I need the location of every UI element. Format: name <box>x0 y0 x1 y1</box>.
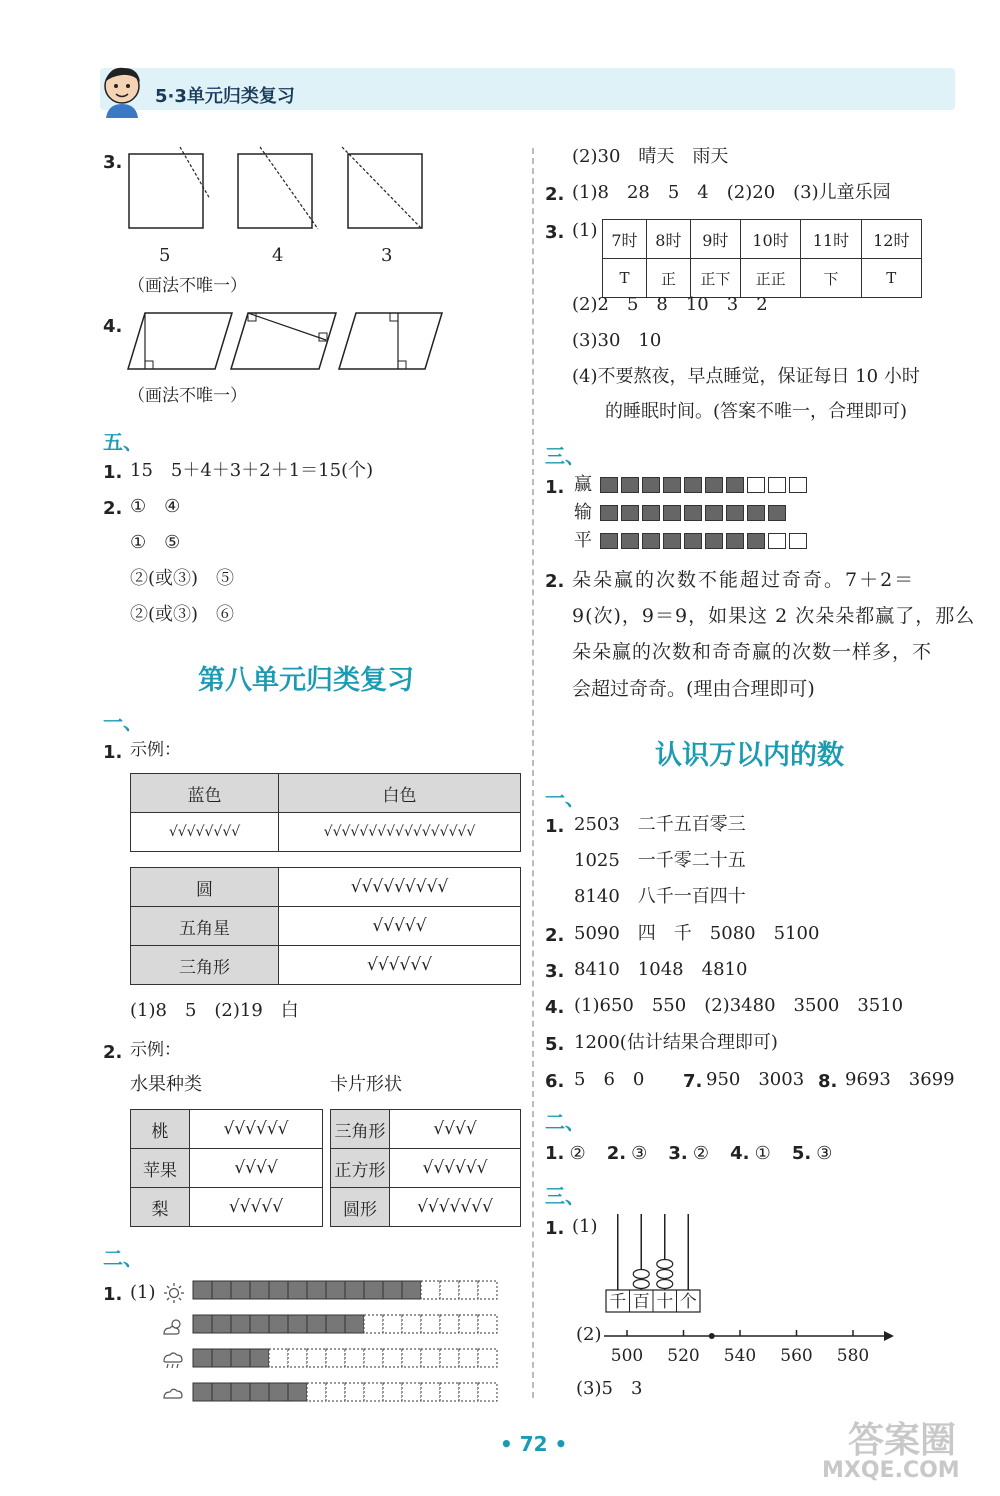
bar-cell-filled <box>212 1315 231 1333</box>
r-s3-q2-line1: 朵朵赢的次数不能超过奇奇。7＋2＝ <box>572 569 916 591</box>
q3-label-1: 5 <box>159 245 171 266</box>
abacus-bead <box>633 1270 649 1279</box>
grid-row-label: 输 <box>574 501 592 523</box>
r-q2-number: 2. <box>545 184 565 205</box>
w3-q1-sub3: (3)5 3 <box>576 1378 643 1399</box>
grid-row-label: 赢 <box>574 473 592 495</box>
row-ticks: √√√√√ <box>279 907 521 946</box>
bar-cell-filled <box>307 1281 326 1299</box>
grid-cell-empty <box>768 477 786 493</box>
row-label: 三角形 <box>131 946 279 985</box>
q3-label-2: 4 <box>272 245 284 266</box>
bar-cell-empty <box>402 1315 421 1333</box>
u8-s2-q1-sub: (1) <box>130 1282 156 1303</box>
bar-cell-filled <box>193 1349 212 1367</box>
bar-cell-filled <box>269 1383 288 1401</box>
choice-num: 3. <box>668 1143 688 1164</box>
q3-label-3: 3 <box>381 245 393 266</box>
grid-cell-filled <box>663 505 681 521</box>
w-l1-b: 1025 一千零二十五 <box>574 850 746 871</box>
w3-q1-sub2: (2) <box>576 1324 602 1345</box>
r-s3-q2-line2: 9(次)，9＝9，如果这 2 次朵朵都赢了，那么 <box>572 605 976 627</box>
row-label: 桃 <box>131 1110 190 1149</box>
rain-icon <box>161 1349 185 1371</box>
bar-cell-filled <box>326 1281 345 1299</box>
hour-header: 11时 <box>801 220 861 259</box>
r-q3-sub: (1) <box>572 220 598 241</box>
page-number: • 72 • <box>500 1432 568 1456</box>
grid-cell-empty <box>789 533 807 549</box>
hour-header: 10时 <box>740 220 800 259</box>
u8-s2-q1-number: 1. <box>103 1284 123 1305</box>
bar-cell-empty <box>478 1349 497 1367</box>
grid-cell-filled <box>684 505 702 521</box>
number-line-label: 540 <box>723 1346 757 1366</box>
choice-num: 5. <box>791 1143 812 1164</box>
grid-cell-filled <box>726 477 744 493</box>
bar-cell-empty <box>478 1383 497 1401</box>
abacus-label: 千 <box>609 1292 627 1312</box>
row-label: 正方形 <box>331 1149 390 1188</box>
tally-cell: T <box>861 259 921 298</box>
bar-cell-filled <box>269 1315 288 1333</box>
r-s3-q2-number: 2. <box>545 571 565 592</box>
bar-cell-empty <box>307 1383 326 1401</box>
row-ticks: √√√√√√ <box>279 946 521 985</box>
card-tally-table <box>330 1109 521 1227</box>
grid-cell-filled <box>726 505 744 521</box>
u8-q1-answer: (1)8 5 (2)19 白 <box>130 1000 299 1021</box>
r-s3-q2-line3: 朵朵赢的次数和奇奇赢的次数一样多，不 <box>572 641 933 663</box>
grid-cell-empty <box>747 477 765 493</box>
header-blue: 蓝色 <box>131 774 279 813</box>
bar-cell-filled <box>231 1281 250 1299</box>
bar-cell-empty <box>383 1383 402 1401</box>
u8-q2-example: 示例： <box>130 1040 181 1060</box>
w-l6: 5 6 0 <box>574 1069 645 1090</box>
bar-cell-filled <box>269 1281 288 1299</box>
choice-answers-row <box>545 1143 832 1164</box>
w-l1-a: 2503 二千五百零三 <box>574 814 746 835</box>
w-num-1: 1. <box>545 816 565 837</box>
bar-cell-filled <box>193 1383 212 1401</box>
section-5-label: 五、 <box>103 430 143 454</box>
choice-answer: ③ <box>631 1143 648 1164</box>
number-line-label: 560 <box>780 1346 813 1366</box>
abacus-label: 个 <box>679 1292 697 1312</box>
abacus-bead <box>657 1270 673 1279</box>
bar-cell-empty <box>307 1349 326 1367</box>
shape-tally-table <box>130 867 521 985</box>
u8-q1-number: 1. <box>103 742 123 763</box>
w3-q1-sub1: (1) <box>572 1216 598 1237</box>
wan-title: 认识万以内的数 <box>655 740 844 771</box>
bar-cell-filled <box>212 1383 231 1401</box>
bar-cell-filled <box>231 1315 250 1333</box>
row-ticks: √√√√√√√√√ <box>279 868 521 907</box>
wan-section-3-label: 三、 <box>545 1184 585 1208</box>
row-label: 五角星 <box>131 907 279 946</box>
tally-cell: 下 <box>801 259 861 298</box>
bar-cell-filled <box>212 1349 231 1367</box>
bar-cell-filled <box>288 1315 307 1333</box>
blue-ticks: √√√√√√√√ <box>131 813 279 852</box>
choice-num: 1. <box>545 1143 565 1164</box>
wan-section-2-label: 二、 <box>545 1110 585 1134</box>
r-q2-answer: (1)8 28 5 4 (2)20 (3)儿童乐园 <box>572 182 891 203</box>
bar-cell-filled <box>250 1383 269 1401</box>
bar-cell-empty <box>288 1349 307 1367</box>
choice-answer: ② <box>692 1143 710 1164</box>
number-line-dot <box>709 1333 715 1339</box>
hour-header: 8时 <box>646 220 690 259</box>
grid-row <box>574 530 810 558</box>
w-num-6: 6. <box>545 1071 565 1092</box>
bar-cell-filled <box>345 1281 364 1299</box>
w-num-5: 5. <box>545 1034 565 1055</box>
bar-cell-filled <box>288 1383 307 1401</box>
number-line-figure <box>600 1322 900 1370</box>
grid-cell-filled <box>642 477 660 493</box>
w-num-8: 8. <box>818 1071 838 1092</box>
grid-cell-filled <box>705 505 723 521</box>
grid-cell-filled <box>621 477 639 493</box>
bar-cell-empty <box>364 1315 383 1333</box>
bar-cell-filled <box>288 1281 307 1299</box>
cloud-icon <box>161 1383 185 1403</box>
bar-cell-filled <box>250 1349 269 1367</box>
r-q3-a4-line2: 的睡眠时间。(答案不唯一，合理即可) <box>605 401 908 422</box>
r-s3-q2-line4: 会超过奇奇。(理由合理即可) <box>572 678 815 700</box>
bar-cell-empty <box>269 1349 288 1367</box>
bar-cell-filled <box>193 1315 212 1333</box>
grid-cell-filled <box>621 505 639 521</box>
row-label: 三角形 <box>331 1110 390 1149</box>
choice-num: 2. <box>606 1143 627 1164</box>
tally-cell: 正下 <box>690 259 740 298</box>
bar-cell-empty <box>478 1281 497 1299</box>
bar-cell-empty <box>459 1315 478 1333</box>
tally-cell: 正 <box>646 259 690 298</box>
q3-squares-figure <box>120 145 440 235</box>
bar-cell-filled <box>212 1281 231 1299</box>
wan-section-1-label: 一、 <box>545 786 585 810</box>
bar-cell-empty <box>326 1383 345 1401</box>
sun-icon <box>163 1282 185 1304</box>
bar-cell-empty <box>421 1281 440 1299</box>
grid-cell-filled <box>642 533 660 549</box>
w-l8: 9693 3699 <box>845 1069 955 1090</box>
row-ticks: √√√√ <box>390 1110 521 1149</box>
q4-parallelograms-figure <box>120 305 450 377</box>
grid-cell-filled <box>768 505 786 521</box>
q3-number: 3. <box>103 152 123 173</box>
bar-cell-empty <box>459 1281 478 1299</box>
hour-header: 12时 <box>861 220 921 259</box>
choice-answer: ① <box>754 1143 771 1164</box>
bar-cell-empty <box>364 1349 383 1367</box>
grid-cell-filled <box>726 533 744 549</box>
abacus-bead <box>633 1280 649 1289</box>
tally-cell: 正正 <box>740 259 800 298</box>
abacus-bead <box>657 1280 673 1289</box>
r-q3-number: 3. <box>545 222 565 243</box>
grid-row-label: 平 <box>574 529 592 551</box>
w-num-7: 7. <box>683 1071 703 1092</box>
bar-cell-empty <box>440 1383 459 1401</box>
grid-cell-filled <box>684 533 702 549</box>
grid-row <box>574 474 810 502</box>
r-s3-q1-number: 1. <box>545 477 565 498</box>
column-divider <box>532 148 534 1398</box>
bar-cell-empty <box>383 1349 402 1367</box>
grid-cell-filled <box>747 533 765 549</box>
w-num-4: 4. <box>545 997 565 1018</box>
bar-cell-filled <box>364 1281 383 1299</box>
s5-q2-line-3: ②(或③) ⑤ <box>130 568 235 589</box>
hour-header: 7时 <box>603 220 647 259</box>
bar-cell-filled <box>326 1315 345 1333</box>
watermark-logo: 答案圈 <box>848 1420 957 1461</box>
row-ticks: √√√√√ <box>190 1188 323 1227</box>
r-q3-a3: (3)30 10 <box>572 330 662 351</box>
u8-q1-example: 示例： <box>130 740 181 760</box>
unit8-section-1-label: 一、 <box>103 710 143 734</box>
fruit-caption: 水果种类 <box>130 1074 202 1095</box>
w-l4: (1)650 550 (2)3480 3500 3510 <box>574 995 904 1016</box>
white-ticks: √√√√√√√√√√√√√√√√√ <box>279 813 521 852</box>
bar-cell-empty <box>440 1281 459 1299</box>
bar-cell-filled <box>383 1281 402 1299</box>
row-ticks: √√√√√√ <box>190 1110 323 1149</box>
card-caption: 卡片形状 <box>330 1074 402 1095</box>
r-section-3-label: 三、 <box>545 444 585 468</box>
s5-q2-number: 2. <box>103 498 123 519</box>
grid-cell-filled <box>600 505 618 521</box>
bar-cell-empty <box>326 1349 345 1367</box>
s5-q2-line-1: ① ④ <box>130 496 181 517</box>
w-l2: 5090 四 千 5080 5100 <box>574 923 820 944</box>
choice-num: 4. <box>730 1143 750 1164</box>
grid-cell-filled <box>600 477 618 493</box>
bar-cell-empty <box>478 1315 497 1333</box>
unit8-title: 第八单元归类复习 <box>198 665 414 696</box>
bar-cell-filled <box>250 1315 269 1333</box>
grid-cell-filled <box>705 477 723 493</box>
w-num-2: 2. <box>545 925 565 946</box>
grid-cell-filled <box>663 533 681 549</box>
row-label: 苹果 <box>131 1149 190 1188</box>
grid-cell-filled <box>621 533 639 549</box>
grid-cell-empty <box>789 477 807 493</box>
q3-note: （画法不唯一） <box>128 276 247 296</box>
abacus-label: 十 <box>656 1292 674 1312</box>
row-label: 圆 <box>131 868 279 907</box>
row-ticks: √√√√√√√ <box>390 1188 521 1227</box>
row-ticks: √√√√√√ <box>390 1149 521 1188</box>
bar-cell-filled <box>193 1281 212 1299</box>
bar-cell-empty <box>345 1383 364 1401</box>
row-label: 梨 <box>131 1188 190 1227</box>
choice-answer: ③ <box>816 1143 833 1164</box>
weather-bar-chart <box>192 1278 502 1406</box>
w-l7: 950 3003 <box>706 1069 805 1090</box>
grid-cell-filled <box>600 533 618 549</box>
s5-q2-line-2: ① ⑤ <box>130 532 181 553</box>
bar-cell-filled <box>250 1281 269 1299</box>
unit8-section-2-label: 二、 <box>103 1246 143 1270</box>
bar-cell-empty <box>421 1349 440 1367</box>
watermark-url: MXQE.COM <box>822 1458 960 1483</box>
q4-note: （画法不唯一） <box>128 386 247 406</box>
tally-cell: T <box>603 259 647 298</box>
header-title: 5·3单元归类复习 <box>155 86 295 107</box>
number-line-label: 580 <box>836 1346 870 1366</box>
grid-cell-filled <box>705 533 723 549</box>
bar-cell-empty <box>421 1315 440 1333</box>
w-num-3: 3. <box>545 961 565 982</box>
r-q3-a4-line1: (4)不要熬夜，早点睡觉，保证每日 10 小时 <box>572 366 920 387</box>
bar-cell-empty <box>440 1349 459 1367</box>
grid-cell-filled <box>642 505 660 521</box>
color-tally-table <box>130 773 521 852</box>
s5-q1-answer: 15 5＋4＋3＋2＋1＝15(个) <box>130 460 374 481</box>
sleep-time-table <box>602 219 922 298</box>
grid-row <box>574 502 810 530</box>
w-l5: 1200(估计结果合理即可) <box>574 1032 778 1053</box>
bar-cell-empty <box>364 1383 383 1401</box>
bar-cell-filled <box>231 1349 250 1367</box>
fruit-tally-table <box>130 1109 323 1227</box>
bar-cell-filled <box>345 1315 364 1333</box>
hour-header: 9时 <box>690 220 740 259</box>
header-white: 白色 <box>279 774 521 813</box>
row-label: 圆形 <box>331 1188 390 1227</box>
number-line-label: 500 <box>610 1346 644 1366</box>
mascot-boy-icon <box>96 62 148 118</box>
abacus-figure <box>604 1210 704 1316</box>
row-ticks: √√√√ <box>190 1149 323 1188</box>
number-line-label: 520 <box>667 1346 700 1366</box>
bar-cell-empty <box>383 1315 402 1333</box>
bar-cell-empty <box>440 1315 459 1333</box>
win-lose-grid <box>574 474 810 558</box>
bar-cell-empty <box>345 1349 364 1367</box>
s5-q2-line-4: ②(或③) ⑥ <box>130 604 235 625</box>
bar-cell-empty <box>459 1349 478 1367</box>
w-l1-c: 8140 八千一百四十 <box>574 886 746 907</box>
w-l3: 8410 1048 4810 <box>574 959 748 980</box>
bar-cell-filled <box>402 1281 421 1299</box>
grid-cell-filled <box>684 477 702 493</box>
w3-q1-number: 1. <box>545 1218 565 1239</box>
s5-q1-number: 1. <box>103 462 123 483</box>
r-q3-a2: (2)2 5 8 10 3 2 <box>572 294 768 315</box>
bar-cell-empty <box>421 1383 440 1401</box>
abacus-label: 百 <box>632 1292 650 1312</box>
grid-cell-empty <box>768 533 786 549</box>
choice-answer: ② <box>569 1143 586 1164</box>
r-cont-line: (2)30 晴天 雨天 <box>572 146 729 167</box>
grid-cell-filled <box>663 477 681 493</box>
partly-cloudy-icon <box>161 1316 185 1338</box>
u8-q2-number: 2. <box>103 1042 123 1063</box>
bar-cell-empty <box>402 1383 421 1401</box>
q4-number: 4. <box>103 316 123 337</box>
bar-cell-empty <box>459 1383 478 1401</box>
grid-cell-filled <box>747 505 765 521</box>
bar-cell-empty <box>402 1349 421 1367</box>
abacus-bead <box>657 1260 673 1269</box>
bar-cell-filled <box>231 1383 250 1401</box>
bar-cell-filled <box>307 1315 326 1333</box>
